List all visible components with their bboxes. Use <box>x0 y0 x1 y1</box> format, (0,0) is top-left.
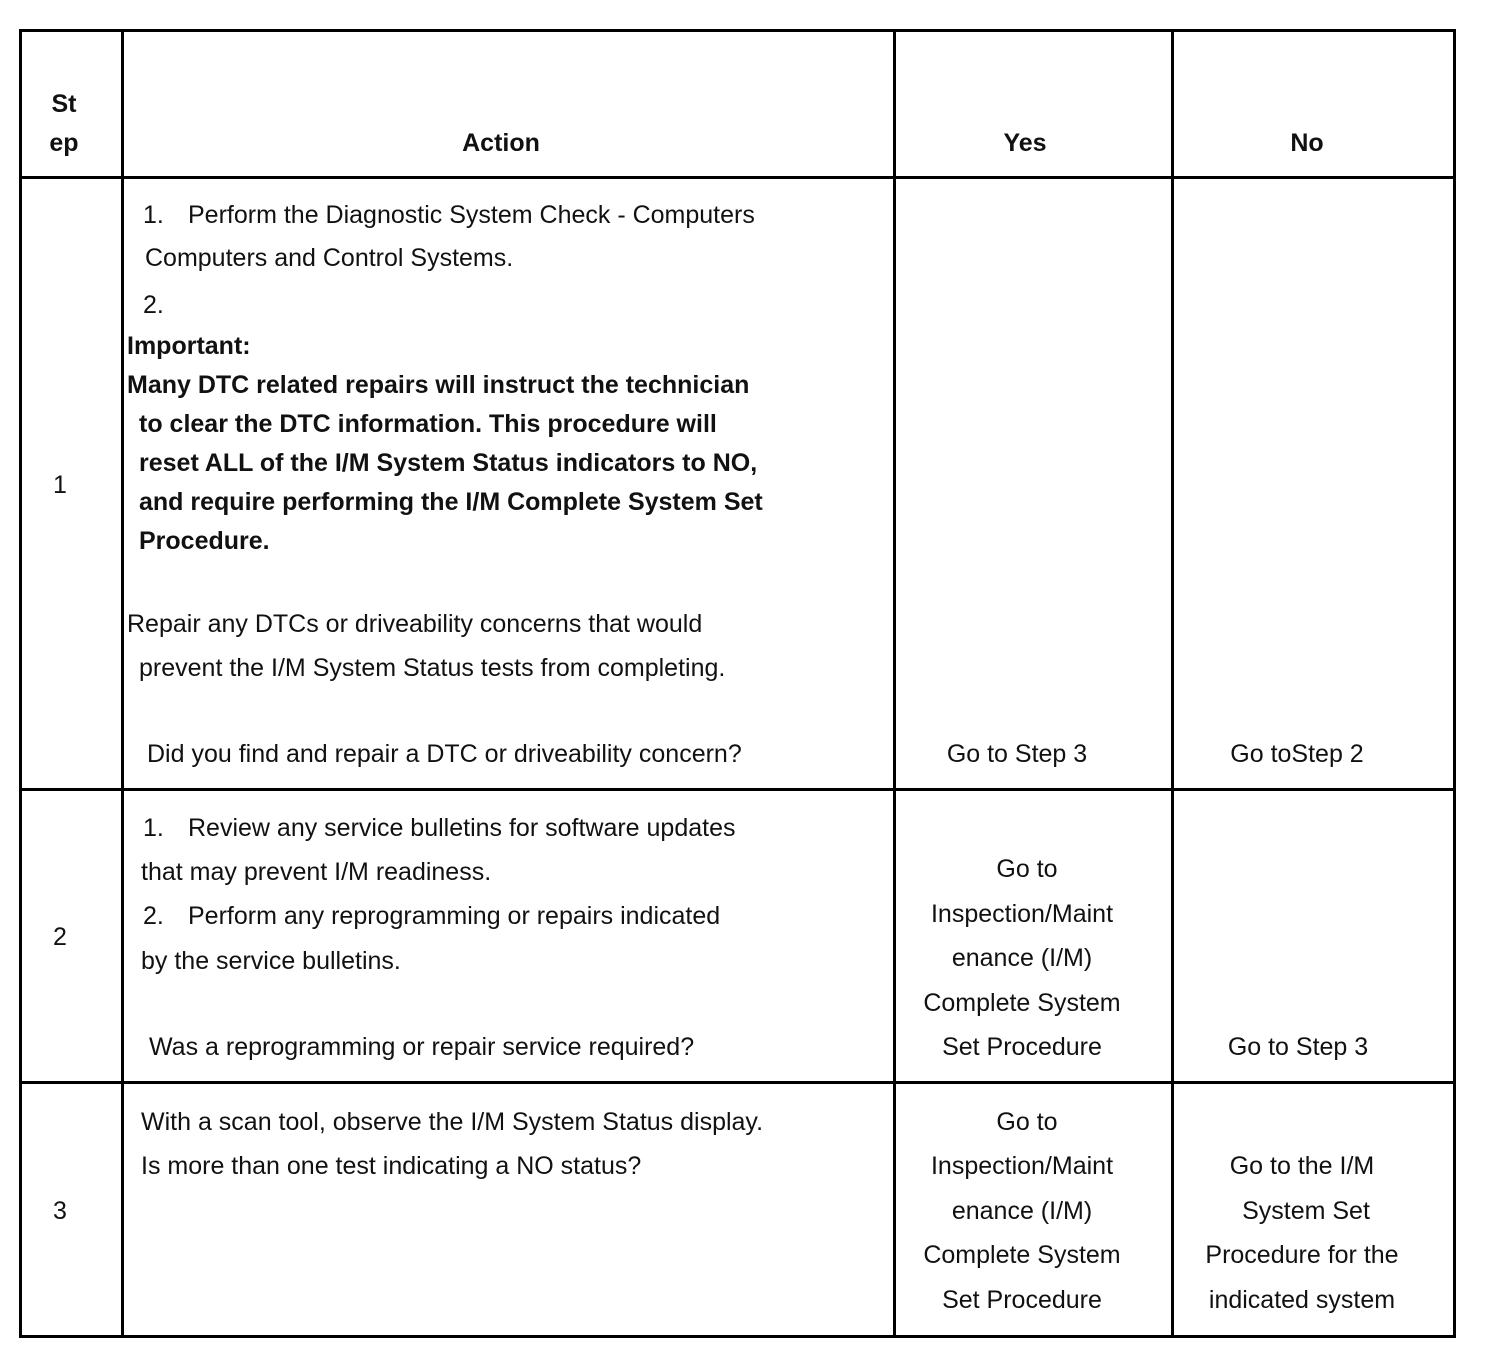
row-1-important-line-3: reset ALL of the I/M System Status indicators to NO, <box>139 449 758 477</box>
row-3-yes-line-5: Set Procedure <box>942 1286 1102 1314</box>
row-1-question: Did you find and repair a DTC or driveability concern? <box>147 740 742 768</box>
row-2-yes-line-4: Complete System <box>923 989 1121 1017</box>
row-3-yes-line-3: enance (I/M) <box>951 1197 1093 1225</box>
row-3-no-line-2: System Set <box>1242 1197 1370 1225</box>
row-1-action-line-2: Computers and Control Systems. <box>145 244 514 272</box>
row-1-repair-line-1: Repair any DTCs or driveability concerns that would <box>127 610 703 638</box>
row-3-yes-line-2: Inspection/Maint <box>930 1152 1114 1180</box>
row-3-no-line-3: Procedure for the <box>1205 1241 1399 1269</box>
header-no: No <box>1290 129 1324 157</box>
row-1-border <box>20 788 1456 791</box>
header-step-line1: St <box>51 90 77 118</box>
row-3-yes-line-4: Complete System <box>923 1241 1121 1269</box>
row-1-important-label: Important: <box>127 332 251 360</box>
table-border-top <box>20 29 1456 32</box>
header-yes: Yes <box>1003 129 1047 157</box>
row-1-yes: Go to Step 3 <box>946 740 1088 768</box>
row-1-action-num-1: 1. <box>143 201 164 229</box>
row-1-action-num-2: 2. <box>143 291 164 319</box>
row-2-yes-line-5: Set Procedure <box>942 1033 1102 1061</box>
row-3-no-line-4: indicated system <box>1208 1286 1396 1314</box>
row-1-step: 1 <box>53 471 67 499</box>
row-2-action-num-1: 1. <box>143 814 164 842</box>
table-border-bottom <box>20 1335 1456 1338</box>
row-2-question: Was a reprogramming or repair service required? <box>149 1033 695 1061</box>
row-1-no: Go toStep 2 <box>1230 740 1364 768</box>
col-divider-step <box>121 29 124 1338</box>
row-2-action-line-2: that may prevent I/M readiness. <box>141 858 492 886</box>
row-2-border <box>20 1081 1456 1084</box>
row-1-important-line-5: Procedure. <box>139 527 270 555</box>
row-2-yes-line-2: Inspection/Maint <box>930 900 1114 928</box>
row-2-action-num-2: 2. <box>143 902 164 930</box>
row-3-action-line-1: With a scan tool, observe the I/M System Status display. <box>141 1108 764 1136</box>
col-divider-yes <box>1171 29 1174 1338</box>
row-3-yes-line-1: Go to <box>996 1108 1058 1136</box>
table-border-left <box>19 29 22 1338</box>
row-1-important-line-2: to clear the DTC information. This procedure will <box>139 410 717 438</box>
col-divider-action <box>893 29 896 1338</box>
row-2-action-line-3: Perform any reprogramming or repairs indicated <box>188 902 721 930</box>
row-1-important-line-4: and require performing the I/M Complete System Set <box>139 488 763 516</box>
row-2-yes-line-3: enance (I/M) <box>951 944 1093 972</box>
row-3-no-line-1: Go to the I/M <box>1229 1152 1375 1180</box>
row-2-step: 2 <box>53 923 67 951</box>
table-border-right <box>1453 29 1456 1338</box>
row-2-no: Go to Step 3 <box>1227 1033 1369 1061</box>
row-2-action-line-4: by the service bulletins. <box>141 947 401 975</box>
header-step-line2: ep <box>49 129 79 157</box>
row-3-step: 3 <box>53 1197 67 1225</box>
row-2-action-line-1: Review any service bulletins for software updates <box>188 814 736 842</box>
row-3-action-line-2: Is more than one test indicating a NO status? <box>141 1152 642 1180</box>
header-action: Action <box>462 129 540 157</box>
row-1-repair-line-2: prevent the I/M System Status tests from completing. <box>139 654 726 682</box>
row-2-yes-line-1: Go to <box>996 855 1058 883</box>
row-1-action-line-1: Perform the Diagnostic System Check - Computers <box>188 201 755 229</box>
header-row-border <box>20 176 1456 179</box>
row-1-important-line-1: Many DTC related repairs will instruct the technician <box>127 371 750 399</box>
